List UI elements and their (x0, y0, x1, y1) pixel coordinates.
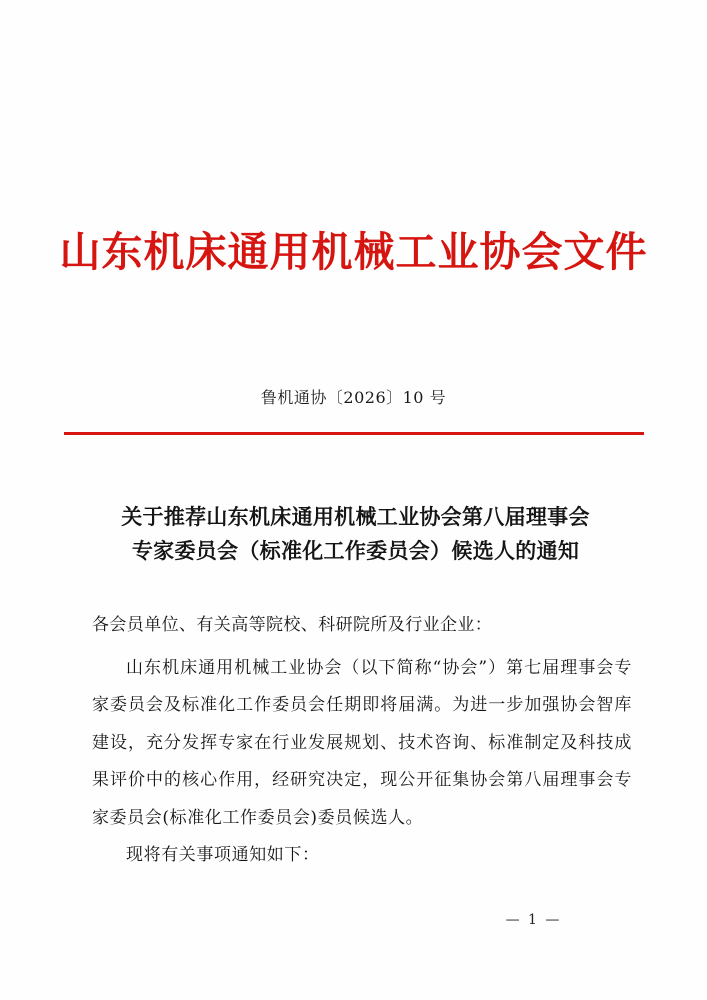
document-salutation: 各会员单位、有关高等院校、科研院所及行业企业： (92, 615, 493, 635)
body-paragraph-1: 山东机床通用机械工业协会（以下简称“协会”）第七届理事会专家委员会及标准化工作委员会任期即将届满。为进一步加强协会智库建设，充分发挥专家在行业发展规划、技术咨询、标准制定及科技成果评价中的核心作用，经研究决定，现公开征集协会第八届理事会专家委员会(标准化工作委员会)委员候选人。 (92, 658, 632, 828)
document-header (0, 228, 707, 277)
document-subject (88, 500, 623, 568)
page-number-text: — 1 — (505, 912, 562, 928)
body-paragraph-2: 现将有关事项通知如下： (126, 844, 320, 865)
document-body (92, 650, 632, 874)
red-divider-rule (64, 432, 644, 435)
page-number (0, 912, 707, 928)
document-header-title: 山东机床通用机械工业协会文件 (59, 228, 648, 276)
document-subject-line-2: 专家委员会（标准化工作委员会）候选人的通知 (131, 538, 580, 564)
document-subject-line-1: 关于推荐山东机床通用机械工业协会第八届理事会 (121, 504, 590, 529)
document-number: 鲁机通协〔2026〕10 号 (260, 388, 447, 407)
